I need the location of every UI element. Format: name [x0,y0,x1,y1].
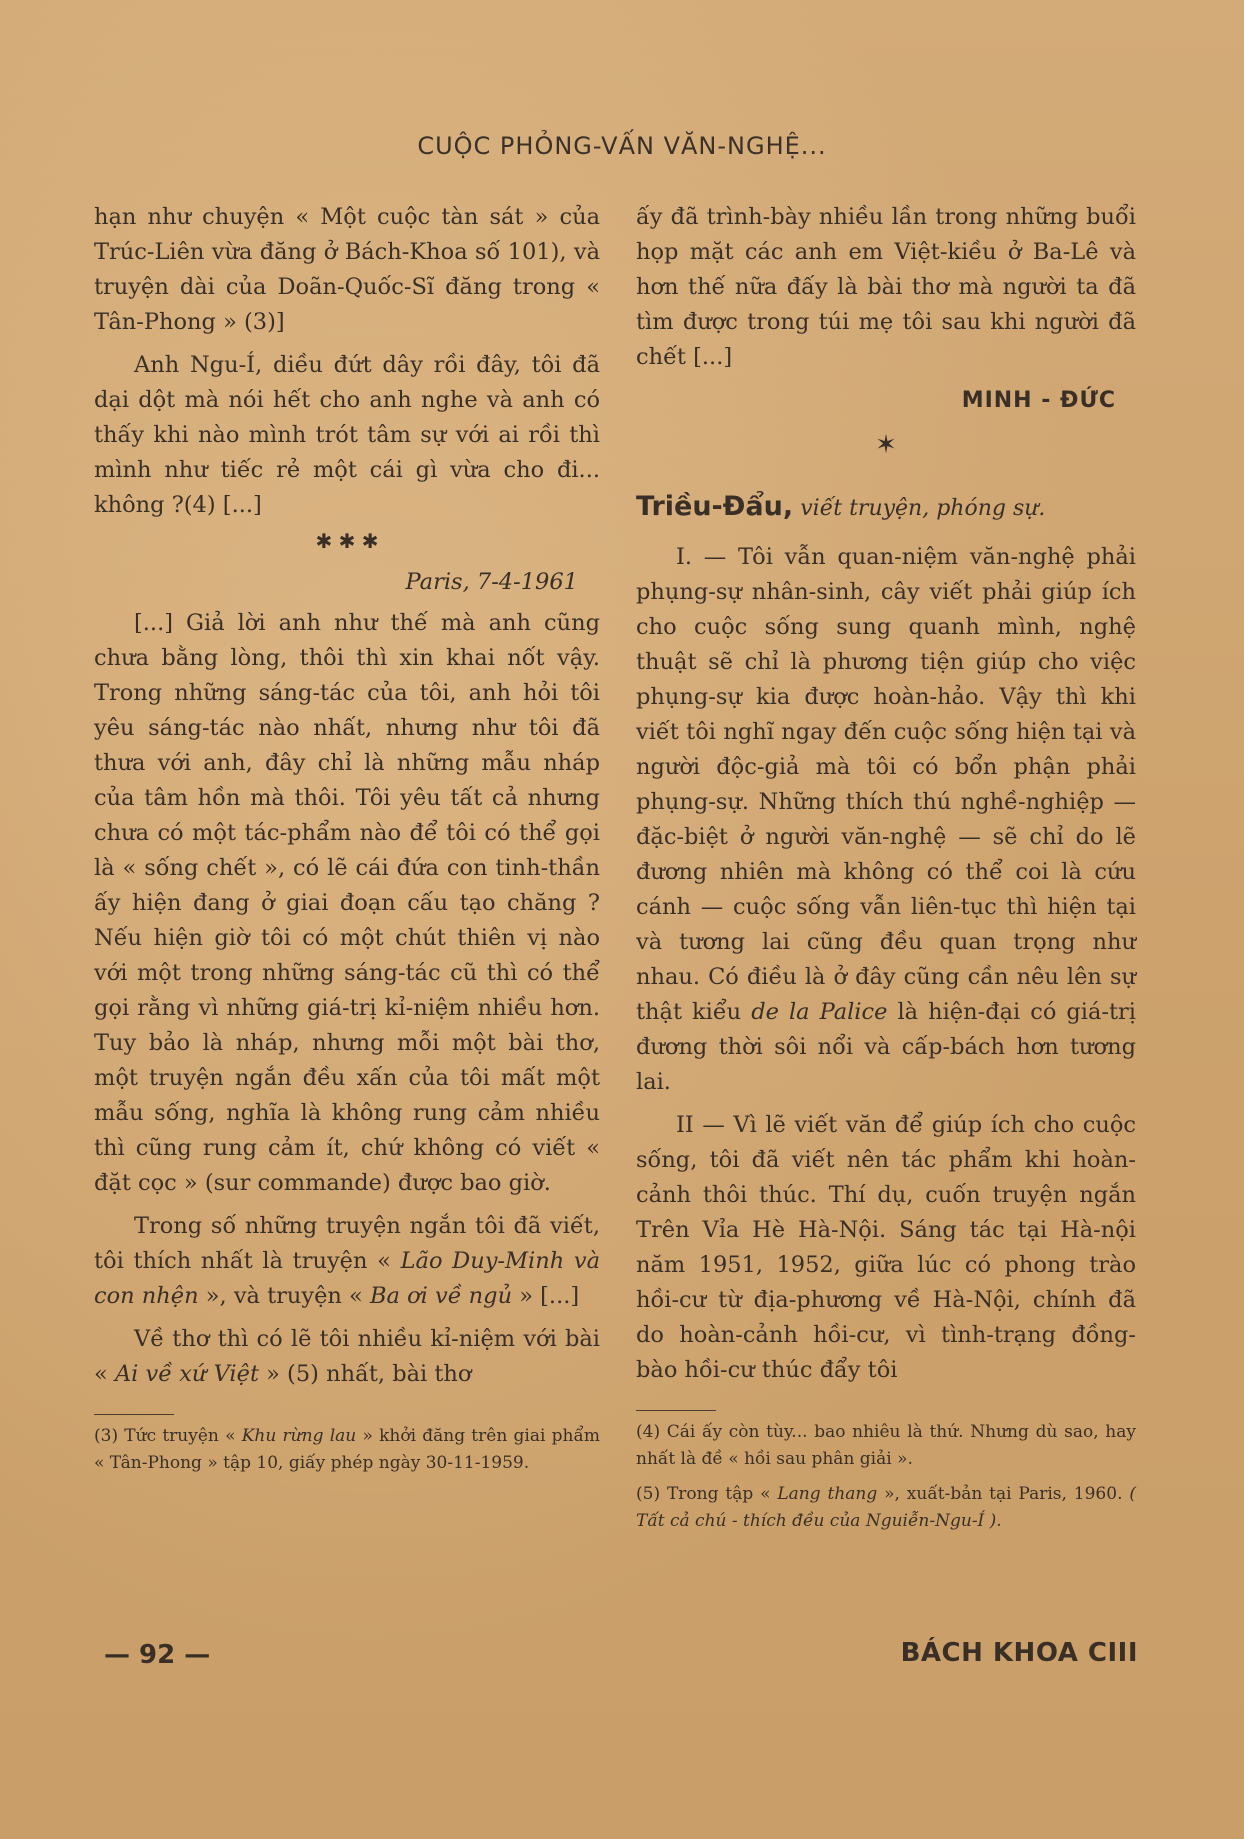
footnote [94,1423,600,1477]
footnote: (4) Cái ấy còn tùy... bao nhiêu là thứ. Nhưng dù sao, hay nhất là đề « hồi sau phân giải ». [636,1422,1136,1469]
dateline: Paris, 7-4-1961 [405,569,578,595]
paragraph: hạn như chuyện « Một cuộc tàn sát » của Trúc-Liên vừa đăng ở Bách-Khoa số 101), và truyện dài của Doãn-Quốc-Sĩ đăng trong « Tân-Phong » (3)] [94,204,600,335]
author-role: viết truyện, phóng sự. [800,496,1046,521]
text: » khởi đăng trên giai phẩm « Tân-Phong » tập 10, giấy phép ngày 30-11-1959. [94,1426,600,1473]
section-separator: ✱ ✱ ✱ [315,529,379,553]
author-signature: MINH - ĐỨC [961,388,1116,413]
poem-title: Ai về xứ Việt [114,1361,259,1387]
paragraph [94,1322,600,1392]
section-heading [636,489,1136,526]
text: Trong số những truyện ngắn tôi đã viết, tôi thích nhất là truyện « [94,1213,600,1274]
paragraph: ấy đã trình-bày nhiều lần trong những buổi họp mặt các anh em Việt-kiều ở Ba-Lê và hơn thế nữa đấy là bài thơ mà người ta đã tìm được trong túi mẹ tôi sau khi người đã chết [...] [636,204,1136,370]
story-title: Khu rừng lau [241,1426,357,1446]
text: I. — Tôi vẫn quan-niệm văn-nghệ phải phụng-sự nhân-sinh, cây viết phải giúp ích cho cuộc sống sung quanh mình, nghệ thuật sẽ chỉ là phương tiện giúp cho việc phụng-sự kia được hoàn-hảo. Vậy thì khi viết tôi nghĩ ngay đến cuộc sống hiện tại và người độc-giả mà tôi có bổn phận phải phụng-sự. Những thích thú nghề-nghiệp — đặc-biệt ở người văn-nghệ — sẽ chỉ do lẽ đương nhiên mà không có thể coi là cứu cánh — cuộc sống vẫn liên-tục thì hiện tại và tương lai cũng đều quan trọng như nhau. Có điều là ở đây cũng cần nêu lên sự thật kiểu [636,544,1136,1025]
journal-issue: BÁCH KHOA CIII [900,1638,1138,1668]
right-column [636,200,1136,1543]
paragraph: Anh Ngu-Í, diều đứt dây rồi đây, tôi đã dại dột mà nói hết cho anh nghe và anh có thấy khi nào mình trót tâm sự với ai rồi thì mình như tiếc rẻ một cái gì vừa cho đi... không ?(4) [...] [94,352,600,518]
text: là hiện-đại có giá-trị đương thời sôi nổi và cấp-bách hơn tương lai. [636,999,1137,1095]
italic-phrase: de la Palice [751,999,888,1025]
paragraph [636,540,1136,1100]
page-number: — 92 — [104,1640,211,1670]
text: Về thơ thì có lẽ tôi nhiều kỉ-niệm với bài « [94,1326,600,1387]
text: (3) Tức truyện « [94,1426,236,1446]
star-icon: ✶ [875,430,897,460]
footnote-rule [94,1414,174,1415]
text: », xuất-bản tại Paris, 1960. [884,1484,1123,1504]
paragraph: [...] Giả lời anh như thế mà anh cũng chưa bằng lòng, thôi thì xin khai nốt vậy. Trong những sáng-tác của tôi, anh hỏi tôi yêu sáng-tác nào nhất, nhưng như tôi đã thưa với anh, đây chỉ là những mẫu nháp của tâm hồn mà thôi. Tôi yêu tất cả nhưng chưa có một tác-phẩm nào để tôi có thể gọi là « sống chết », có lẽ cái đứa con tinh-thần ấy hiện đang ở giai đoạn cấu tạo chăng ? Nếu hiện giờ tôi có một chút thiên vị nào với một trong những sáng-tác cũ thì có thể gọi rằng vì những giá-trị kỉ-niệm nhiều hơn. Tuy bảo là nháp, nhưng mỗi một bài thơ, một truyện ngắn đều xấn của tôi mất một mẫu sống, nghĩa là không rung cảm nhiều thì cũng rung cảm ít, chứ không có viết « đặt cọc » (sur commande) được bao giờ. [94,610,600,1196]
text: » (5) nhất, bài thơ [266,1361,472,1387]
text: » [...] [519,1283,580,1309]
author-name: Triều-Đẩu, [636,491,794,522]
paragraph: II — Vì lẽ viết văn để giúp ích cho cuộc sống, tôi đã viết nên tác phẩm khi hoàn-cảnh thôi thúc. Thí dụ, cuốn truyện ngắn Trên Vỉa Hè Hà-Nội. Sáng tác tại Hà-nội năm 1951, 1952, giữa lúc có phong trào hồi-cư từ địa-phương về Hà-Nội, chính đã do hoàn-cảnh hồi-cư, vì tình-trạng đồng-bào hồi-cư thúc đẩy tôi [636,1112,1136,1383]
story-title: Lão Duy-Minh và con nhện [94,1248,601,1309]
footnote [636,1481,1136,1535]
text: », và truyện « [205,1283,363,1309]
book-title: Lang thang [777,1484,878,1504]
running-header: CUỘC PHỎNG-VẤN VĂN-NGHỆ... [417,132,827,160]
story-title: Ba ơi về ngủ [369,1283,513,1309]
paragraph [94,1209,600,1314]
text: (5) Trong tập « [636,1484,771,1504]
footnote-credit: ( Tất cả chú - thích đều của Nguiễn-Ngu-Í ). [636,1484,1136,1531]
left-column [94,200,600,1485]
footnote-rule [636,1410,716,1411]
